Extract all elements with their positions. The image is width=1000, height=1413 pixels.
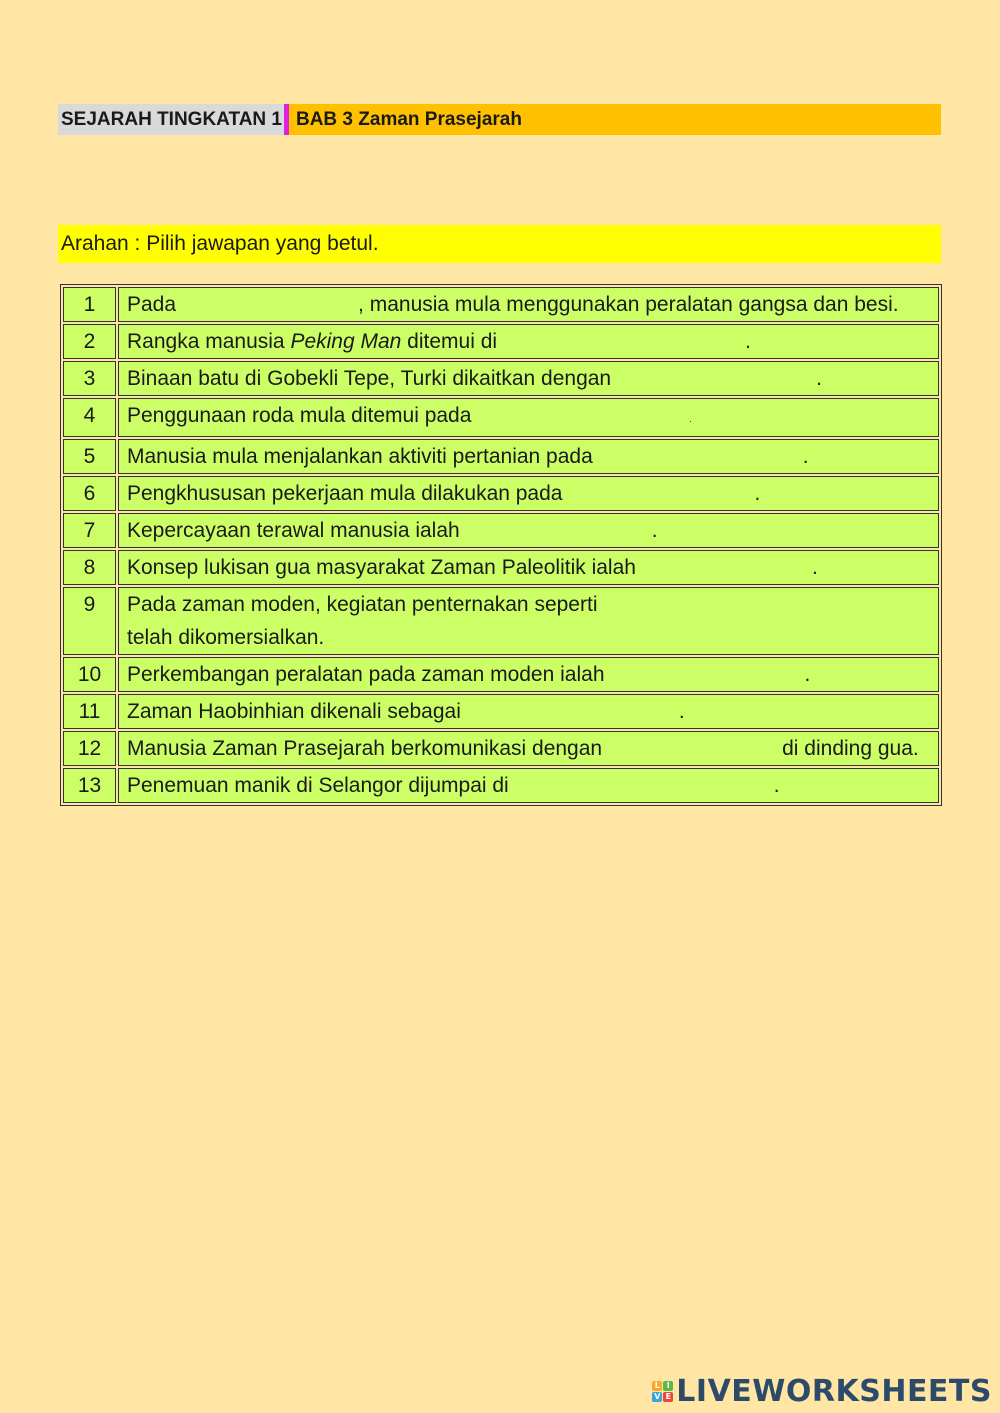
- question-row: [63, 439, 939, 474]
- question-suffix: .: [804, 663, 811, 686]
- question-number: 8: [63, 550, 116, 585]
- questions-table: [60, 284, 942, 806]
- question-prefix: Pada: [127, 293, 177, 316]
- logo-letter-v: V: [654, 1392, 661, 1401]
- question-prefix: Binaan batu di Gobekli Tepe, Turki dikaitkan dengan: [127, 367, 612, 390]
- question-number: 2: [63, 324, 116, 359]
- question-number: 11: [63, 694, 116, 729]
- question-number: 5: [63, 439, 116, 474]
- question-text: [118, 694, 939, 729]
- question-prefix: Pada zaman moden, kegiatan penternakan seperti: [127, 593, 598, 616]
- question-suffix: .: [816, 367, 822, 390]
- question-prefix: Manusia mula menjalankan aktiviti pertanian pada: [127, 445, 593, 468]
- question-prefix: Zaman Haobinhian dikenali sebagai: [127, 700, 461, 723]
- question-number: 7: [63, 513, 116, 548]
- question-number: 4: [63, 398, 116, 437]
- question-row: [63, 513, 939, 548]
- question-prefix: Konsep lukisan gua masyarakat Zaman Paleolitik ialah: [127, 556, 636, 579]
- question-text: [118, 287, 939, 322]
- question-text: [118, 587, 939, 655]
- question-suffix: , manusia mula menggunakan peralatan gangsa dan besi.: [358, 293, 899, 316]
- question-number: 13: [63, 768, 116, 803]
- question-number: 12: [63, 731, 116, 766]
- question-suffix: di dinding gua.: [782, 737, 919, 760]
- question-row: [63, 768, 939, 803]
- question-prefix: Perkembangan peralatan pada zaman moden ialah: [127, 663, 605, 686]
- question-suffix: .: [773, 774, 780, 797]
- logo-letter-e: E: [663, 1392, 673, 1402]
- liveworksheets-icon: [652, 1381, 673, 1402]
- question-row: [63, 587, 939, 655]
- question-number: 9: [63, 587, 116, 655]
- question-text: [118, 657, 939, 692]
- question-prefix-cont: ditemui di: [401, 330, 498, 353]
- subject-label: SEJARAH TINGKATAN 1: [58, 104, 289, 135]
- question-prefix: Manusia Zaman Prasejarah berkomunikasi dengan: [127, 737, 603, 760]
- question-number: 6: [63, 476, 116, 511]
- question-row: [63, 361, 939, 396]
- liveworksheets-logo: [652, 1374, 992, 1409]
- question-suffix: .: [678, 700, 685, 723]
- question-text: [118, 731, 939, 766]
- question-row: [63, 398, 939, 437]
- question-text: [118, 439, 939, 474]
- logo-letter-i: I: [663, 1381, 673, 1391]
- question-suffix: .: [745, 330, 751, 353]
- question-number: 3: [63, 361, 116, 396]
- question-row: [63, 324, 939, 359]
- question-row: [63, 476, 939, 511]
- logo-letter-l: L: [652, 1381, 662, 1391]
- question-suffix: .: [811, 556, 818, 579]
- question-suffix: .: [802, 445, 809, 468]
- question-text: [118, 513, 939, 548]
- question-prefix: Rangka manusia: [127, 330, 291, 353]
- question-row: [63, 657, 939, 692]
- question-row: [63, 694, 939, 729]
- question-text: [118, 324, 939, 359]
- logo-text: LIVEWORKSHEETS: [676, 1374, 992, 1409]
- question-number: 10: [63, 657, 116, 692]
- question-suffix: .: [689, 414, 692, 424]
- question-prefix: Pengkhususan pekerjaan mula dilakukan pada: [127, 482, 563, 505]
- question-text: [118, 476, 939, 511]
- question-text: [118, 361, 939, 396]
- question-suffix: .: [754, 482, 761, 505]
- question-suffix: .: [651, 519, 658, 542]
- question-prefix: Penemuan manik di Selangor dijumpai di: [127, 774, 509, 797]
- question-row: [63, 287, 939, 322]
- question-prefix: Kepercayaan terawal manusia ialah: [127, 519, 460, 542]
- question-italic-term: Peking Man: [290, 330, 402, 353]
- question-text: [118, 398, 939, 437]
- question-row: [63, 731, 939, 766]
- chapter-label: BAB 3 Zaman Prasejarah: [295, 108, 522, 130]
- question-suffix: telah dikomersialkan.: [127, 626, 325, 649]
- question-prefix: Penggunaan roda mula ditemui pada: [127, 404, 472, 427]
- question-text: [118, 768, 939, 803]
- question-row: [63, 550, 939, 585]
- question-text: [118, 550, 939, 585]
- worksheet-header: [58, 104, 941, 135]
- question-number: 1: [63, 287, 116, 322]
- instruction-bar: Arahan : Pilih jawapan yang betul.: [58, 225, 941, 263]
